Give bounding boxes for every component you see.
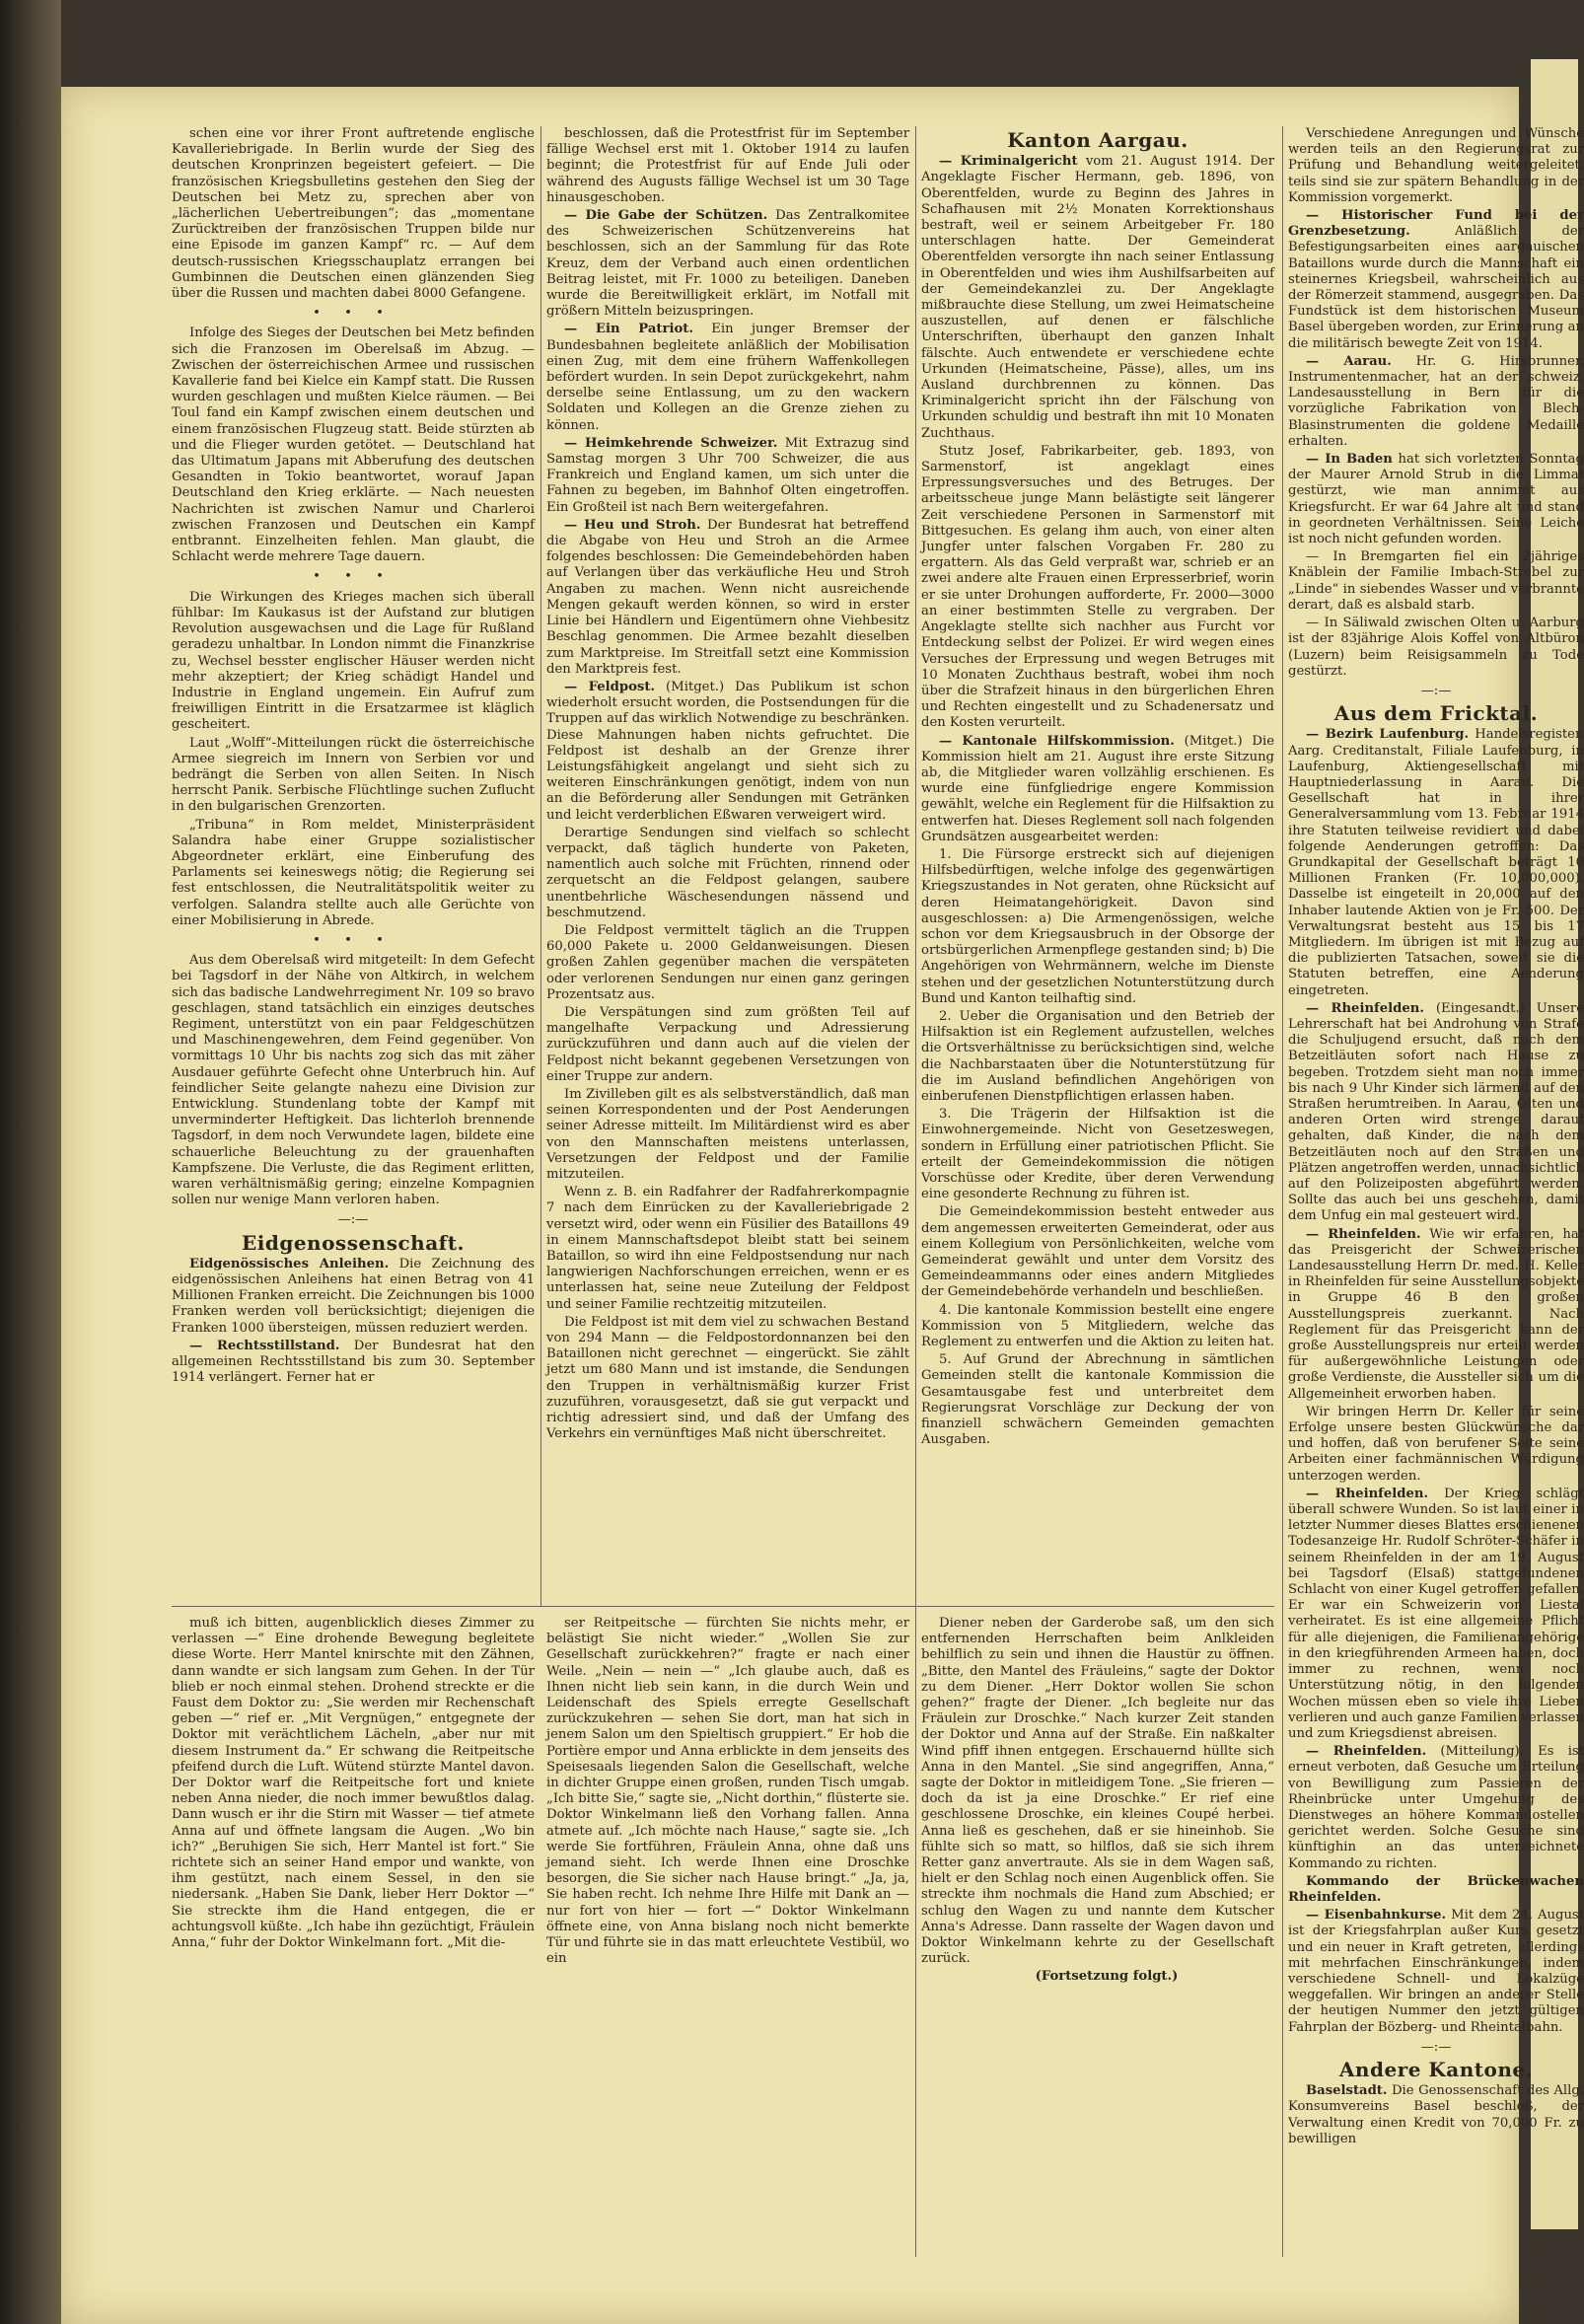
article-lead: — Rheinfelden. <box>1306 1226 1421 1242</box>
article-lead: — Feldpost. <box>564 679 656 694</box>
article-lead: — Rheinfelden. <box>1306 1744 1427 1760</box>
article-lead: — Eisenbahnkurse. <box>1306 1908 1447 1924</box>
section-divider: —:— <box>1420 683 1452 698</box>
article-text: Wie wir erfahren, hat das Preisgericht der Schweizerischen Landesausstellung Herrn Dr. med. H. Keller in Rheinfelden für seine Ausstellungsobjekte in Gruppe 46 B den großen Ausstellungspreis zuerkannt. Nach Reglement für das Preisgericht kann der große Ausstellungspreis nur erteilt werden für außergewöhnliche Leistungen oder große Verdienste, die Aussteller sich um die Allgemeinheit erworben haben. <box>1288 1226 1584 1402</box>
article-paragraph <box>1288 1487 1584 1742</box>
section-heading: Aus dem Fricktal. <box>1333 701 1539 726</box>
section-heading: Andere Kantone. <box>1338 2057 1534 2081</box>
article-text: hat sich vorletzten Sonntag der Maurer Arnold Strub in die Limmat gestürzt, wie man annimmt aus Kriegsfurcht. Er war 64 Jahre alt und stand in geordneten Verhältnissen. Seine Leiche ist noch nicht gefunden worden. <box>1288 452 1584 547</box>
article-lead: — Aarau. <box>1306 353 1392 369</box>
article-paragraph <box>172 1339 535 1387</box>
article-lead: — Ein Patriot. <box>564 322 693 337</box>
section-divider: —:— <box>337 1212 369 1228</box>
separator-dots: • • • <box>313 569 394 585</box>
article-text: (Mitteilung). Es ist erneut verboten, daß Gesuche um Erteilung von Bewilligung zum Passieren der Rheinbrücke unter Umgehung des Dienstweges an höhere Kommandostellen gerichtet werden. Solche Gesuche sind künftighin an das unterzeichnete Kommando zu richten. <box>1288 1744 1584 1871</box>
article-paragraph: 1. Die Fürsorge erstreckt sich auf diejenigen Hilfsbedürftigen, welche infolge des gegenwärtigen Kriegszustandes in Not geraten, ohne Rücksicht auf deren Heimatangehörigkeit. Davon sind ausgeschlossen: a) Die Armengenössigen, welche schon vor dem Kriegsausbruch in der Obsorge der ortsbürgerlichen Armenpflege gestanden sind; b) Die Angehörigen von Wehrmännern, welche im Dienste stehen und der gesetzlichen Notunterstützung durch Bund und Kanton teilhaftig sind. <box>921 846 1274 1006</box>
article-lead: — Bezirk Laufenburg. <box>1306 727 1470 743</box>
article-paragraph <box>546 680 909 824</box>
article-paragraph: Die Wirkungen des Krieges machen sich überall fühlbar: Im Kaukasus ist der Aufstand zur blutigen Revolution ausgewachsen und die Lage für Rußland geradezu unhaltbar. In London nimmt die Finanzkrise zu, Wechsel besster englischer Häuser werden nicht mehr akzeptiert; der Krieg schädigt Handel und Industrie in England ungemein. Ein Aufruf zum freiwilligen Eintritt in die Ersatzarmee ist kläglich gescheitert. <box>172 589 535 733</box>
article-lead: — Rheinfelden. <box>1306 1486 1429 1501</box>
article-lead: — Rheinfelden. <box>1306 1000 1424 1016</box>
feuilleton-column-1 <box>172 1616 535 1953</box>
article-paragraph: Die Verspätungen sind zum größten Teil auf mangelhafte Verpackung und Adressierung zurückzuführen und dann auch auf die vielen der Feldpost nicht bekannt gegebenen Versetzungen von einer Truppe zur andern. <box>546 1004 909 1084</box>
article-lead: — Historischer Fund bei der Grenzbesetzung. <box>1288 208 1584 240</box>
article-lead: — Kriminalgericht <box>939 154 1078 170</box>
article-paragraph: Im Zivilleben gilt es als selbstverständlich, daß man seinen Korrespondenten und der Post Aenderungen seiner Adresse mitteilt. Im Militärdienst wird es aber von den Mannschaften meistens unterlassen, Versetzungen der Feldpost und der Familie mitzuteilen. <box>546 1086 909 1182</box>
article-lead: — Heu und Stroh. <box>564 517 701 533</box>
column-3 <box>921 126 1274 1450</box>
article-signature: Kommando der Brückenwachen Rheinfelden. <box>1288 1873 1584 1905</box>
section-heading: Kanton Aargau. <box>1007 128 1188 152</box>
article-paragraph: „Tribuna“ in Rom meldet, Ministerpräsident Salandra habe einer Gruppe sozialistischer Abgeordneter erklärt, eine Einberufung des Parlaments sei keineswegs nötig; die Regierung sei fest entschlossen, die Neutralitätspolitik weiter zu verfolgen. Salandra stellte auch alle Gerüchte von einer Mobilisierung in Abrede. <box>172 817 535 928</box>
article-lead: — Die Gabe der Schützen. <box>564 208 768 224</box>
article-text: Die Zeichnung des eidgenössischen Anleihens hat einen Betrag von 41 Millionen Franken erreicht. Die Zeichnungen bis 1000 Franken werden voll berücksichtigt; diejenigen die Franken 1000 übersteigen, müssen reduziert werden. <box>172 1256 535 1336</box>
column-4 <box>1288 126 1584 2149</box>
article-paragraph: Wir bringen Herrn Dr. Keller für seine Erfolge unsere besten Glückwünsche dar und hoffen, daß von berufener Seite seine Arbeiten einer fachmännischen Würdigung unterzogen werden. <box>1288 1404 1584 1484</box>
column-2 <box>546 126 909 1444</box>
article-paragraph: Aus dem Oberelsaß wird mitgeteilt: In dem Gefecht bei Tagsdorf in der Nähe von Altkirch, in welchem sich das badische Landwehrregiment Nr. 109 so bravo geschlagen, stand tatsächlich ein einziges deutsches Regiment, unterstützt von ein paar Feldgeschützen und Maschinengewehren, dem Feind gegenüber. Von vormittags 10 Uhr bis nachts zog sich das mit zäher Ausdauer geführte Gefecht ohne Unterbruch hin. Auf feindlicher Seite gelangte nahezu eine Division zur Entwicklung. Stundenlang tobte der Kampf mit unverminderter Heftigkeit. Das lichterloh brennende Tagsdorf, in dem noch Verwundete lagen, bildete eine schauerliche Beleuchtung zu der grauenhaften Kampfszene. Die Verluste, die das Regiment erlitten, waren verhältnismäßig gering; einzelne Kompagnien sollen nur wenige Mann verloren haben. <box>172 953 535 1208</box>
article-text: vom 21. August 1914. Der Angeklagte Fischer Hermann, geb. 1896, von Oberentfelden, wurde zu Beginn des Jahres in Schafhausen mit 2½ Monaten Korrektionshaus bestraft, weil er seinem Arbeitgeber Fr. 180 unterschlagen hatte. Der Gemeinderat Oberentfelden versorgte ihn nach seiner Entlassung in Oberentfelden und wies ihm Aushilfsarbeiten auf der Gemeindekanzlei zu. Der Angeklagte mißbrauchte diese Stellung, um zwei Heimatscheine auszustellen, auf denen er fälschliche Unterschriften, überhaupt den ganzen Inhalt fälschte. Auch entwendete er verschiedene echte Urkunden (Heimatscheine, Pässe), alles, um ins Ausland durchbrennen zu können. Das Kriminalgericht spricht ihn der Fälschung von Urkunden schuldig und bestraft ihn mit 10 Monaten Zuchthaus. <box>921 154 1274 441</box>
article-paragraph <box>1288 354 1584 450</box>
article-paragraph <box>1288 208 1584 352</box>
article-lead: Eidgenössisches Anleihen. <box>189 1256 390 1271</box>
article-lead: Baselstadt. <box>1306 2083 1388 2099</box>
article-paragraph <box>1288 2083 1584 2147</box>
section-heading: Eidgenossenschaft. <box>242 1230 465 1255</box>
article-paragraph <box>921 154 1274 442</box>
article-paragraph: 2. Ueber die Organisation und den Betrieb der Hilfsaktion ist ein Reglement aufzustellen, welches die Ortsverhältnisse zu berücksichtigen sind, welche die Nachbarstaaten über die Notunterstützung für die im Ausland befindlichen Angehörigen von einberufenen Dienstpflichtigen erlassen haben. <box>921 1008 1274 1104</box>
article-paragraph <box>546 208 909 320</box>
article-paragraph <box>546 436 909 516</box>
article-lead: — Heimkehrende Schweizer. <box>564 435 778 451</box>
newspaper-page <box>61 87 1584 2324</box>
feuilleton-text: muß ich bitten, augenblicklich dieses Zimmer zu verlassen —“ Eine drohende Bewegung begleitete diese Worte. Herr Mantel knirschte mit den Zähnen, dann wandte er sich langsam zum Gehen. In der Tür blieb er noch einmal stehen. Drohend streckte er die Faust dem Doktor zu: „Sie werden mir Rechenschaft geben —“ rief er. „Mit Vergnügen,“ entgegnete der Doktor mit verächtlichem Lächeln, „aber nur mit diesem Instrument da.“ Er schwang die Reitpeitsche pfeifend durch die Luft. Wütend stürzte Mantel davon. Der Doktor warf die Reitpeitsche fort und kniete neben Anna nieder, die noch immer bewußtlos dalag. Dann wusch er ihr die Stirn mit Wasser — tief atmete Anna auf und öffnete langsam die Augen. „Wo bin ich?“ „Beruhigen Sie sich, Herr Mantel ist fort.“ Sie richtete sich an seiner Hand empor und wankte, von ihm gestützt, nach einem Sessel, in den sie niedersank. „Haben Sie Dank, lieber Herr Doktor —“ Sie streckte ihm die Hand entgegen, die er achtungsvoll küßte. „Ich habe ihn gezüchtigt, Fräulein Anna,“ fuhr der Doktor Winkelmann fort. „Mit die- <box>172 1616 535 1951</box>
column-rule <box>915 126 916 2257</box>
article-paragraph: Die Feldpost vermittelt täglich an die Truppen 60,000 Pakete u. 2000 Geldanweisungen. Diesen großen Zahlen gegenüber machen die verspäteten oder verlorenen Sendungen nur einen ganz geringen Prozentsatz aus. <box>546 922 909 1002</box>
article-paragraph: Infolge des Sieges der Deutschen bei Metz befinden sich die Franzosen im Oberelsaß im Abzug. — Zwischen der österreichischen Armee und russischen Kavallerie fand bei Kielce ein Kampf statt. Die Russen wurden geschlagen und mußten Kielce räumen. — Bei Toul fand ein Kampf zwischen einem deutschen und einem französischen Flugzeug statt. Beide stürzten ab und die Flieger wurden getötet. — Deutschland hat das Ultimatum Japans mit Abberufung des deutschen Gesandten in Tokio beantwortet, worauf Japan Deutschland den Krieg erklärte. — Nach neuesten Nachrichten ist zwischen Namur und Charleroi zwischen Franzosen und Deutschen ein Kampf entbrannt. Einzelheiten fehlen. Man glaubt, die Schlacht werde mehrere Tage dauern. <box>172 326 535 565</box>
article-text: Das Zentralkomitee des Schweizerischen Schützenvereins hat beschlossen, sich an der Sammlung für das Rote Kreuz, dem der Verband auch einen ordentlichen Beitrag leistet, mit Fr. 1000 zu beteiligen. Daneben wurde die Bereitwilligkeit erklärt, im Notfall mit größern Mitteln beizuspringen. <box>546 208 909 320</box>
article-paragraph: — In Bremgarten fiel ein 2jähriges Knäblein der Familie Imbach-Strebel zur „Linde“ in siebendes Wasser und verbrannte derart, daß es alsbald starb. <box>1288 549 1584 613</box>
article-paragraph: Die Gemeindekommission besteht entweder aus dem angemessen erweiterten Gemeinderat, oder aus einem Kollegium von Persönlichkeiten, welche vom Gemeinderat gewählt und unter dem Vorsitz des Gemeindeammanns oder eines andern Mitgliedes der Gemeindebehörde verhandeln und beschließen. <box>921 1204 1274 1300</box>
article-paragraph: Verschiedene Anregungen und Wünsche werden teils an den Regierungsrat zur Prüfung und Behandlung weitergeleitet, teils sind sie zur spätern Behandlung in der Kommission vorgemerkt. <box>1288 126 1584 205</box>
article-text: Anläßlich der Befestigungsarbeiten eines aargauischen Bataillons wurde durch die Mannschaft ein steinernes Kriegsbeil, wahrscheinlich aus der Römerzeit stammend, ausgegraben. Das Fundstück ist dem historischen Museum Basel übergeben worden, zur Erinnerung an die militärisch bewegte Zeit von 1914. <box>1288 224 1584 351</box>
separator-dots: • • • <box>313 932 394 948</box>
article-text: Die Genossenschaft des Allg. Konsumvereins Basel beschloß, der Verwaltung einen Kredit von 70,000 Fr. zu bewilligen <box>1288 2083 1584 2146</box>
feuilleton-text: Diener neben der Garderobe saß, um den sich entfernenden Herrschaften beim Anlkleiden behilflich zu sein und ihnen die Haustür zu öffnen. „Bitte, den Mantel des Fräuleins,“ sagte der Doktor zu dem Diener. „Herr Doktor wollen Sie schon gehen?“ fragte der Diener. „Ich begleite nur das Fräulein zur Droschke.“ Nach kurzer Zeit standen der Doktor und Anna auf der Straße. Ein naßkalter Wind pfiff ihnen entgegen. Erschauernd hüllte sich Anna in den Mantel. „Sie sind angegriffen, Anna,“ sagte der Doktor in mitleidigem Tone. „Sie frieren — doch da ist ja eine Droschke.“ Er rief eine geschlossene Droschke, ein kleines Coupé herbei. Anna ließ es geschehen, daß er sie hineinhob. Sie fühlte sich so matt, so hilflos, daß sie sich ihrem Retter ganz anvertraute. Als sie in dem Wagen saß, hielt er den Schlag noch einen Augenblick offen. Sie streckte ihm nochmals die Hand zum Abschied; er schlug den Wagen zu und nannte dem Kutscher Anna's Adresse. Dann rasselte der Wagen davon und Doktor Winkelmann kehrte zu der Gesellschaft zurück. <box>921 1616 1274 1967</box>
feuilleton-column-2 <box>546 1616 909 1969</box>
article-paragraph <box>921 734 1274 845</box>
article-text: Mit dem 24. August ist der Kriegsfahrplan außer Kurs gesetzt und ein neuer in Kraft getreten, allerdings mit mehrfachen Einschränkungen, indem verschiedene Schnell- und Lokalzüge weggefallen. Wir bringen an anderer Stelle der heutigen Nummer den jetzt gültigen Fahrplan der Bözberg- und Rheintalbahn. <box>1288 1908 1584 2035</box>
feuilleton-rule <box>172 1606 1274 1607</box>
article-paragraph <box>1288 1744 1584 1872</box>
article-paragraph <box>1288 452 1584 547</box>
article-text: Der Bundesrat hat den allgemeinen Rechtsstillstand bis zum 30. September 1914 verlängert. Ferner hat er <box>172 1338 535 1386</box>
article-text: (Eingesandt.) Unsere Lehrerschaft hat bei Androhung von Strafe die Schuljugend ersucht, daß nach dem Betzeitläuten sofort nach Hause zu begeben. Trotzdem sieht man noch immer bis nach 9 Uhr Kinder sich lärmend auf den Straßen herumtreiben. In Aarau, Olten und anderen Orten wird strenge darauf gehalten, daß Kinder, die nach dem Betzeitläuten noch auf den Straßen und Plätzen angetroffen werden, unnachsichtlich auf den Polizeiposten abgeführt werden. Sollte das auch bei uns geschehen, damit dem Unfug ein mal gesteuert wird. <box>1288 1000 1584 1224</box>
article-text: Der Krieg schlägt überall schwere Wunden. So ist laut einer in letzter Nummer dieses Blattes erschienenen Todesanzeige Hr. Rudolf Schröter-Schäfer in seinem Rheinfelden in der am 19. August bei Tagsdorf (Elsaß) stattgefundenen Schlacht von einer Kugel getroffen gefallen. Er war ein Schweizerin von Liestal verheiratet. Es ist eine allgemeine Pflicht für alle diejenigen, die Familienangehörige in den kriegführenden Armeen haben, doch immer zu rechnen, wenn noch Unterstützung nötig, in den folgenden Wochen müssen eben so viele ihre Lieben verlieren und auch ganze Familien verlassen und zum Kriegsdienst abreisen. <box>1288 1486 1584 1741</box>
continuation-note: (Fortsetzung folgt.) <box>1035 1969 1179 1985</box>
article-paragraph: Derartige Sendungen sind vielfach so schlecht verpackt, daß täglich hunderte von Paketen, namentlich auch solche mit Früchten, rinnend oder zerquetscht an die Feldpost gelangen, saubere unentbehrliche Wäschesendungen nässend und beschmutzend. <box>546 825 909 920</box>
book-binding <box>0 0 61 2324</box>
article-paragraph <box>546 322 909 433</box>
feuilleton-column-3 <box>921 1616 1274 1988</box>
article-paragraph <box>1288 1227 1584 1403</box>
article-paragraph: Laut „Wolff“-Mitteilungen rückt die österreichische Armee siegreich im Innern von Serbien vor und bedrängt die Serben von allen Seiten. In Nisch herrscht Panik. Serbische Flüchtlinge suchen Zuflucht in den bulgarischen Grenzorten. <box>172 735 535 815</box>
column-rule <box>1282 126 1283 2257</box>
article-text: (Mitget.) Die Kommission hielt am 21. August ihre erste Sitzung ab, die Mitglieder waren vollzählig erschienen. Es wurde eine fünfgliedrige engere Kommission gewählt, welche ein Reglement für die Hilfsaktion zu entwerfen hat. Dieses Reglement soll nach folgenden Grundsätzen ausgearbeitet werden: <box>921 733 1274 844</box>
article-paragraph: schen eine vor ihrer Front auftretende englische Kavalleriebrigade. In Berlin wurde der Sieg des deutschen Kronprinzen begeistert gefeiert. — Die französischen Kriegsbulletins gestehen den Sieg der Deutschen bei Metz zu, sprechen aber von „lächerlichen Uebertreibungen“; das „momentane Zurücktreiben der französischen Truppen bilde nur eine Episode im ganzen Kampf“ rc. — Auf dem deutsch-russischen Kriegsschauplatz errangen bei Gumbinnen die Deutschen einen glänzenden Sieg über die Russen und machten dabei 8000 Gefangene. <box>172 126 535 302</box>
article-paragraph: Die Feldpost ist mit dem viel zu schwachen Bestand von 294 Mann — die Feldpostordonnanzen bei den Bataillonen nicht gerechnet — eingerückt. Sie zählt jetzt um 680 Mann und ist imstande, die Sendungen den Truppen in verhältnismäßig kurzer Frist zuzuführen, vorausgesetzt, daß sie gut verpackt und richtig adressiert sind, und daß der Umfang des Verkehrs ein vernünftiges Maß nicht überschreitet. <box>546 1314 909 1442</box>
article-lead: — Kantonale Hilfskommission. <box>939 733 1175 749</box>
article-text: Mit Extrazug sind Samstag morgen 3 Uhr 700 Schweizer, die aus Frankreich und England kamen, um sich unter die Fahnen zu begeben, im Bahnhof Olten eingetroffen. Ein Großteil ist nach Bern weitergefahren. <box>546 435 909 515</box>
feuilleton-text: ser Reitpeitsche — fürchten Sie nichts mehr, er belästigt Sie nicht wieder.“ „Wollen Sie zur Gesellschaft zurückkehren?“ fragte er nach einer Weile. „Nein — nein —“ „Ich glaube auch, daß es Ihnen nicht lieb sein kann, in die durch Wein und Leidenschaft des Spiels erregte Gesellschaft zurückzukehren — sehen Sie dort, man hat sich in jenem Salon um den Spieltisch gruppiert.“ Er hob die Portière empor und Anna erblickte in dem jenseits des Speisesaals liegenden Salon die Gesellschaft, welche in dichter Gruppe einen großen, runden Tisch umgab. „Ich bitte Sie,“ sagte sie, „Nicht dorthin,“ flüsterte sie. Doktor Winkelmann ließ den Vorhang fallen. Anna atmete auf. „Ich möchte nach Hause,“ sagte sie. „Ich werde Sie fortführen, Fräulein Anna, ohne daß uns jemand sieht. Ich werde Ihnen eine Droschke besorgen, die Sie sicher nach Hause bringt.“ „Ja, ja, Sie haben recht. Ich nehme Ihre Hilfe mit Dank an — nur fort von hier — fort —“ Doktor Winkelmann öffnete eine, von Anna bislang noch nicht bemerkte Tür und führte sie in das matt erleuchtete Vestibül, wo ein <box>546 1616 909 1967</box>
separator-dots: • • • <box>313 306 394 322</box>
article-paragraph: Stutz Josef, Fabrikarbeiter, geb. 1893, von Sarmenstorf, ist angeklagt eines Erpressungsversuches und des Betruges. Der arbeitsscheue junge Mann belästigte seit längerer Zeit verschiedene Personen in Sarmenstorf mit Bittgesuchen. Es gelang ihm auch, von einer alten Jungfer unter falschen Vorgaben Fr. 280 zu ergattern. Als das Geld verpraßt war, schrieb er an zwei andere alte Frauen einen Erpresserbrief, worin er sie unter Drohungen aufforderte, Fr. 2000—3000 an einer bestimmten Stelle zu vergraben. Der Angeklagte stellte sich nachher aus Furcht vor Entdeckung selbst der Polizei. Er wird wegen eines Versuches der Erpressung und wegen Betruges mit 10 Monaten Zuchthaus bestraft, wobei ihm noch über die Strafzeit hinaus in den bürgerlichen Ehren und Rechten eingestellt und zu Schadenersatz und den Kosten verurteilt. <box>921 443 1274 731</box>
article-paragraph <box>546 518 909 678</box>
article-paragraph <box>1288 1908 1584 2036</box>
article-paragraph <box>1288 727 1584 998</box>
article-paragraph: 3. Die Trägerin der Hilfsaktion ist die Einwohnergemeinde. Nicht von Gesetzeswegen, sondern in Erfüllung einer patriotischen Pflicht. Sie erteilt der Gemeindekommission die nötigen Vorschüsse oder Kredite, über deren Verwendung eine gesonderte Rechnung zu führen ist. <box>921 1107 1274 1202</box>
article-paragraph: Wenn z. B. ein Radfahrer der Radfahrerkompagnie 7 nach dem Einrücken zu der Kavalleriebrigade 2 versetzt wird, oder wenn ein Füsilier des Bataillons 49 in einem Mannschaftsdepot bleibt statt bei seinem Bataillon, so wird ihn eine Feldpostsendung nur nach langwierigen Nachforschungen erreichen, wenn er es unterlassen hat, seine neue Zuteilung der Feldpost und seiner Familie rechtzeitig mitzuteilen. <box>546 1185 909 1312</box>
article-paragraph: beschlossen, daß die Protestfrist für im September fällige Wechsel erst mit 1. Oktober 1914 zu laufen beginnt; die Protestfrist für auf Ende Juli oder während des Augusts fällige Wechsel ist um 30 Tage hinausgeschoben. <box>546 126 909 205</box>
article-paragraph <box>1288 1001 1584 1225</box>
column-rule <box>540 126 541 1606</box>
article-paragraph: 4. Die kantonale Kommission bestellt eine engere Kommission von 5 Mitgliedern, welche das Reglement zu entwerfen und die Aktion zu leiten hat. <box>921 1302 1274 1350</box>
section-divider: —:— <box>1420 2039 1452 2055</box>
article-text: Hr. G. Hirsbrunner, Instrumentenmacher, hat an der schweiz. Landesausstellung in Bern für die vorzügliche Fabrikation von Blech-Blasinstrumenten die goldene Medaille erhalten. <box>1288 353 1584 449</box>
column-1 <box>172 126 535 1388</box>
article-paragraph <box>172 1257 535 1337</box>
article-text: (Mitget.) Das Publikum ist schon wiederholt ersucht worden, die Postsendungen für die Truppen auf das wirklich Notwendige zu beschränken. Diese Mahnungen haben nichts gefruchtet. Die Feldpost ist deshalb an der Grenze ihrer Leistungsfähigkeit angelangt und sieht sich zu weiteren Einschränkungen genötigt, indem von nun an die Beförderung aller Sendungen mit Getränken und leicht verderblichen Eßwaren verweigert wird. <box>546 679 910 823</box>
article-text: Ein junger Bremser der Bundesbahnen begleitete anläßlich der Mobilisation einen Zug, mit dem eine frühern Waffenkollegen befördert wurden. In sein Depot zurückgekehrt, nahm derselbe seine Entlassung, um zu den wackern Soldaten und Kollegen an die Grenze ziehen zu können. <box>546 322 909 433</box>
article-paragraph: 5. Auf Grund der Abrechnung in sämtlichen Gemeinden stellt die kantonale Kommission die Gesamtausgabe fest und unterbreitet dem Regierungsrat Vorschläge zur Deckung der von finanziell schwächern Gemeinden gemachten Ausgaben. <box>921 1352 1274 1448</box>
article-lead: — Rechtsstillstand. <box>189 1338 340 1353</box>
article-text: Der Bundesrat hat betreffend die Abgabe von Heu und Stroh an die Armee folgendes beschlossen: Die Gemeindebehörden haben auf Verlangen über das verkäufliche Heu und Stroh Angaben zu machen. Wenn nicht ausreichende Mengen gekauft werden können, so wird in erster Linie bei Händlern und Eigentümern ohne Viehbesitz Beschlag genommen. Die Armee bezahlt dieselben zum Marktpreise. Im Streitfall setzt eine Kommission den Marktpreis fest. <box>546 517 909 677</box>
article-lead: — In Baden <box>1306 452 1393 468</box>
article-paragraph: — In Säliwald zwischen Olten u. Aarburg ist der 83jährige Alois Koffel von Altbüron (Luzern) beim Reisigsammeln zu Tode gestürzt. <box>1288 616 1584 679</box>
article-text: Handelsregister. Aarg. Creditanstalt, Filiale Laufenburg, in Laufenburg, Aktiengesellschaft mit Hauptniederlassung in Aarau. Die Gesellschaft hat in ihrer Generalversammlung vom 13. Februar 1914 ihre Statuten teilweise revidiert und dabei folgende Aenderungen getroffen: Das Grundkapital der Gesellschaft beträgt 10 Millionen Franken (Fr. 10,000,000). Dasselbe ist eingeteilt in 20,000 auf den Inhaber lautende Aktien von je Fr. 500. Der Verwaltungsrat besteht aus 15 bis 17 Mitgliedern. Im übrigen ist mit Bezug auf die publizierten Tatsachen, soweit sie die Statuten betreffen, eine Aenderung eingetreten. <box>1288 727 1584 998</box>
